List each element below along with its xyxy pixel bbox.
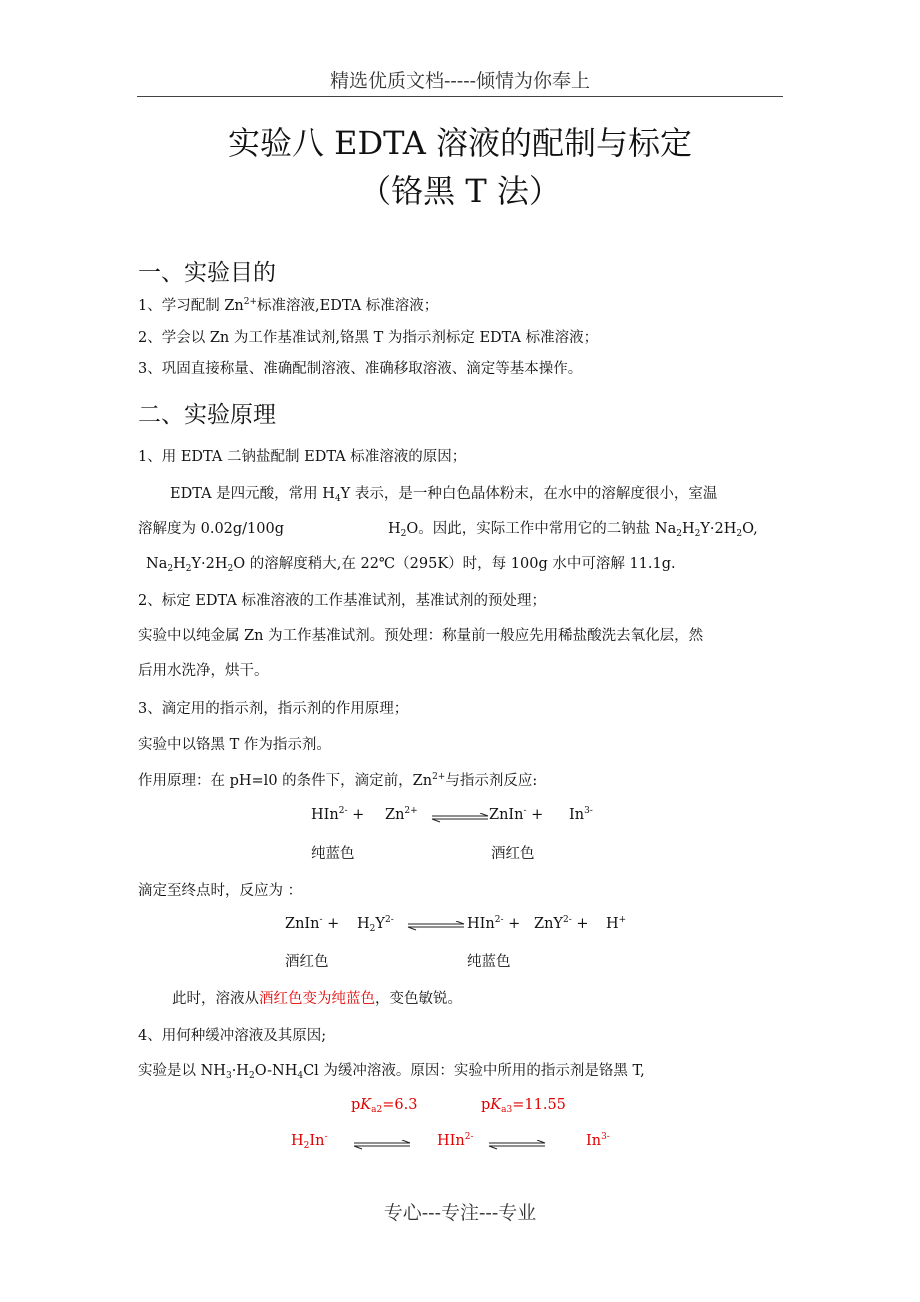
principle-paragraph-4: 实验中以纯金属 Zn 为工作基准试剂。预处理：称量前一般应先用稀盐酸洗去氧化层，然 bbox=[138, 628, 704, 644]
eq3-species-h2in: $H_2In^-$ bbox=[291, 1132, 328, 1151]
pka3-value: $pK_{a3}=11.55$ bbox=[481, 1097, 566, 1115]
eq2-color-1: 酒红色 bbox=[285, 954, 329, 970]
section2-heading: 二、实验原理 bbox=[138, 402, 276, 428]
principle-question-2: 2、标定 EDTA 标准溶液的工作基准试剂，基准试剂的预处理； bbox=[138, 593, 547, 609]
eq2-color-2: 纯蓝色 bbox=[467, 954, 511, 970]
purpose-item-2: 2、学会以 Zn 为工作基准试剂,铬黑 T 为指示剂标定 EDTA 标准溶液； bbox=[138, 330, 599, 346]
eq3-species-in: $In^{3-}$ bbox=[586, 1132, 610, 1149]
principle-question-4: 4、用何种缓冲溶液及其原因; bbox=[138, 1028, 327, 1044]
eq1-color-2: 酒红色 bbox=[491, 846, 535, 862]
purpose-item-3: 3、巩固直接称量、准确配制溶液、准确移取溶液、滴定等基本操作。 bbox=[138, 361, 583, 377]
document-subtitle: （铬黑 T 法） bbox=[359, 172, 561, 210]
principle-question-3: 3、滴定用的指示剂，指示剂的作用原理； bbox=[138, 701, 409, 717]
principle-paragraph-10: 实验是以 $NH_3\cdot H_2O-NH_4Cl$ 为缓冲溶液。原因：实验中所用的指示剂是铬黑 T, bbox=[138, 1063, 645, 1081]
eq1-reactant-zn: $Zn^{2+}$ bbox=[385, 806, 418, 823]
page-footer: 专心---专注---专业 bbox=[383, 1202, 537, 1224]
eq1-product-znin: ZnIn- + bbox=[489, 806, 544, 823]
eq1-reactant-hin: HIn$^{2-}$ + bbox=[311, 806, 365, 823]
pka2-value: $pK_{a2}=6.3$ bbox=[351, 1097, 418, 1115]
eq1-product-in: $In^{3-}$ bbox=[569, 806, 593, 823]
purpose-item-1: 1、学习配制 $Zn^{2+}$标准溶液,EDTA 标准溶液； bbox=[138, 297, 439, 314]
eq2-equilibrium-arrow bbox=[406, 921, 466, 931]
eq1-color-1: 纯蓝色 bbox=[311, 846, 355, 862]
eq2-product-hin: HIn$^{2-}$ + bbox=[467, 915, 521, 932]
eq3-arrow-2 bbox=[487, 1140, 547, 1150]
eq3-arrow-1 bbox=[352, 1140, 412, 1150]
eq3-species-hin: HIn$^{2-}$ bbox=[437, 1132, 474, 1149]
eq1-equilibrium-arrow bbox=[430, 813, 490, 823]
principle-paragraph-9: 此时，溶液从酒红色变为纯蓝色，变色敏锐。 bbox=[172, 991, 462, 1007]
eq2-reactant-znin: ZnIn- + bbox=[285, 915, 340, 932]
principle-paragraph-5: 后用水洗净，烘干。 bbox=[138, 663, 269, 679]
principle-paragraph-2a: 溶解度为 0.02g/100g bbox=[138, 521, 285, 537]
eq2-reactant-h2y: $H_2Y^{2-}$ bbox=[357, 915, 394, 934]
principle-paragraph-2b: $H_2O$。因此，实际工作中常用它的二钠盐 $Na_2H_2Y\cdot 2H_2O$, bbox=[388, 521, 758, 539]
page-header: 精选优质文档-----倾情为你奉上 bbox=[329, 70, 591, 92]
principle-paragraph-6: 实验中以铬黑 T 作为指示剂。 bbox=[138, 737, 331, 753]
color-change-highlight: 酒红色变为纯蓝色 bbox=[259, 991, 375, 1007]
eq2-product-h: H+ bbox=[606, 915, 627, 932]
section1-heading: 一、实验目的 bbox=[138, 260, 276, 286]
principle-paragraph-8: 滴定至终点时，反应为 ： bbox=[138, 883, 303, 899]
principle-paragraph-7: 作用原理：在 pH=l0 的条件下，滴定前，$Zn^{2+}$与指示剂反应: bbox=[138, 772, 538, 789]
principle-paragraph-3: $Na_2H_2Y\cdot 2H_2O$ 的溶解度稍大,在 22℃（295K）时，每 100g 水中可溶解 11.1g. bbox=[146, 556, 676, 574]
principle-paragraph-1: EDTA 是四元酸，常用 $H_4Y$ 表示，是一种白色晶体粉末，在水中的溶解度很小，室温 bbox=[170, 486, 718, 504]
document-title: 实验八 EDTA 溶液的配制与标定 bbox=[227, 124, 693, 162]
header-divider bbox=[137, 96, 783, 97]
eq2-product-zny: ZnY$^{2-}$ + bbox=[534, 915, 589, 932]
principle-question-1: 1、用 EDTA 二钠盐配制 EDTA 标准溶液的原因； bbox=[138, 449, 467, 465]
